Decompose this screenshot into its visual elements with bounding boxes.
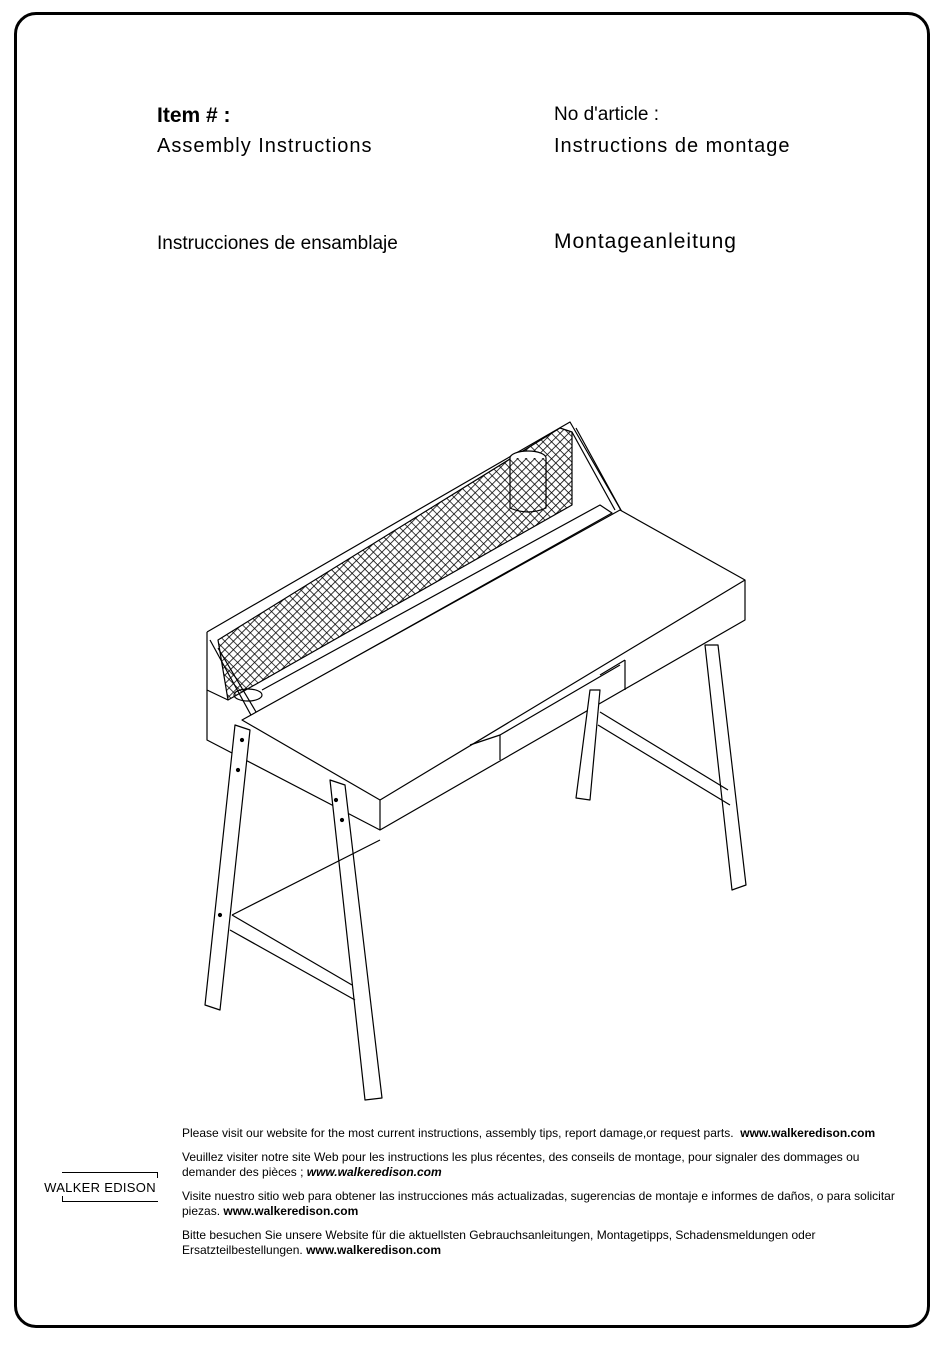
logo-text: WALKER EDISON bbox=[44, 1180, 156, 1195]
item-number-label-en: Item # : bbox=[157, 104, 231, 127]
title-fr: Instructions de montage bbox=[554, 135, 791, 157]
title-en: Assembly Instructions bbox=[157, 135, 373, 157]
footer-de: Bitte besuchen Sie unsere Website für die aktuellsten Gebrauchsanleitungen, Montagetipps, Schadensmeldungen oder Ersatzteilbestellungen. www.walkeredison.com bbox=[182, 1228, 816, 1257]
title-es: Instrucciones de ensamblaje bbox=[157, 233, 398, 254]
item-number-label-fr: No d'article : bbox=[554, 104, 660, 125]
walker-edison-logo bbox=[40, 1172, 160, 1206]
logo-bottom-rule bbox=[62, 1201, 158, 1202]
website-link-de[interactable]: www.walkeredison.com bbox=[306, 1243, 442, 1257]
desk-illustration bbox=[190, 410, 770, 1110]
footer-text-block bbox=[182, 1126, 910, 1267]
website-link-en[interactable]: www.walkeredison.com bbox=[740, 1126, 876, 1140]
website-link-fr[interactable]: www.walkeredison.com bbox=[306, 1165, 442, 1179]
logo-bottom-tick bbox=[62, 1196, 63, 1202]
footer-en: Please visit our website for the most current instructions, assembly tips, report damage,or request parts. www.walkeredison.com bbox=[182, 1126, 876, 1140]
footer-fr: Veuillez visiter notre site Web pour les instructions les plus récentes, des conseils de montage, pour signaler des dommages ou demander des pièces ; www.walkeredison.com bbox=[182, 1150, 860, 1179]
title-de: Montageanleitung bbox=[554, 230, 737, 253]
logo-top-rule bbox=[62, 1172, 158, 1173]
logo-top-tick bbox=[157, 1172, 158, 1178]
footer-es: Visite nuestro sitio web para obtener las instrucciones más actualizadas, sugerencias de montaje e informes de daños, o para solicitar piezas. www.walkeredison.com bbox=[182, 1189, 895, 1218]
website-link-es[interactable]: www.walkeredison.com bbox=[223, 1204, 359, 1218]
